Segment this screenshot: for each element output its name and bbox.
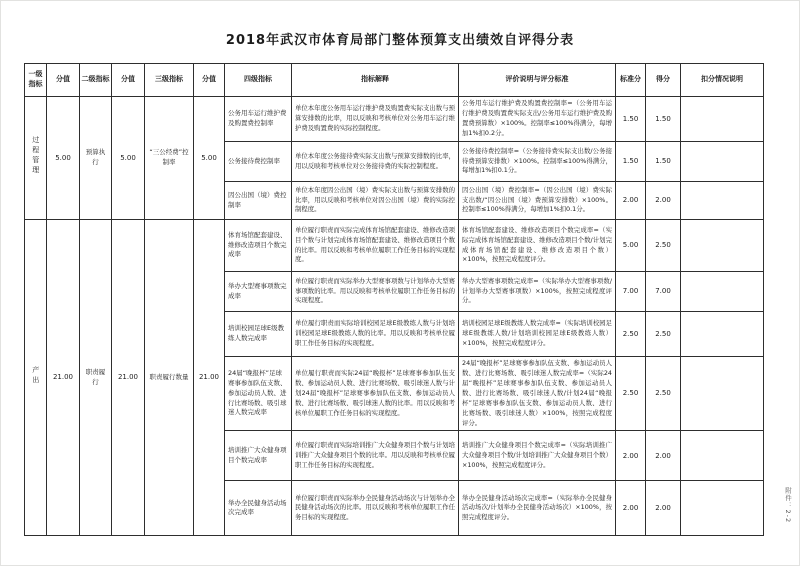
deduction-note (681, 220, 764, 272)
level1-score: 21.00 (47, 220, 80, 536)
scoring-criteria: 培训推广大众健身项目个数完成率=（实际培训推广大众健身项目个数/计划培训推广大众健身项目个数）×100%，按照完成程度评分。 (459, 431, 616, 481)
page-title: 2018年武汉市体育局部门整体预算支出绩效自评得分表 (225, 33, 575, 48)
obtained-score: 1.50 (646, 97, 681, 142)
obtained-score: 1.50 (646, 142, 681, 182)
level4-indicator: 体育场馆配套建设、维修改造项目个数完成率 (225, 220, 292, 272)
level4-indicator: 举办全民健身活动场次完成率 (225, 481, 292, 536)
level4-indicator: 公务用车运行维护费及购置费控制率 (225, 97, 292, 142)
scoring-criteria: 培训校园足球E级教练人数完成率=（实际培训校园足球E级教练人数/计划培训校园足球E级教练人数）×100%，按照完成程度评分。 (459, 312, 616, 357)
level4-indicator: 因公出国（境）费控制率 (225, 182, 292, 220)
obtained-score: 2.50 (646, 220, 681, 272)
indicator-explanation: 单位本年度因公出国（境）费实际支出数与预算安排数的比率，用以反映和考核单位对因公出国（境）费的实际控制程度。 (292, 182, 459, 220)
standard-score: 7.00 (616, 272, 646, 312)
header-score-3: 分值 (194, 64, 225, 97)
header-scoring-criteria: 评价说明与评分标准 (459, 64, 616, 97)
level3-indicator: “三公经费”控制率 (145, 97, 194, 220)
obtained-score: 2.00 (646, 431, 681, 481)
obtained-score: 7.00 (646, 272, 681, 312)
indicator-explanation: 单位本年度公务接待费实际支出数与预算安排数的比率，用以反映和考核单位对公务接待费的实际控制程度。 (292, 142, 459, 182)
header-level1-indicator: 一级指标 (25, 64, 47, 97)
standard-score: 1.50 (616, 97, 646, 142)
level1-indicator: 产出 (25, 220, 47, 536)
standard-score: 2.00 (616, 481, 646, 536)
attachment-side-note: 附件：2-2 (784, 486, 792, 523)
level3-score: 21.00 (194, 220, 225, 536)
header-score-2: 分值 (112, 64, 145, 97)
scoring-criteria: 公务接待费控制率=（公务接待费实际支出数/公务接待费预算安排数）×100%。控制率≤100%得满分，每增加1%扣0.1分。 (459, 142, 616, 182)
score-table (24, 63, 764, 536)
level4-indicator: 培训推广大众健身项目个数完成率 (225, 431, 292, 481)
indicator-explanation: 单位履行职责而实际举办全民健身活动场次与计划举办全民健身活动场次的比率。用以反映和考核单位履职工作任务目标的实现程度。 (292, 481, 459, 536)
deduction-note (681, 312, 764, 357)
level4-indicator: 举办大型赛事项数完成率 (225, 272, 292, 312)
indicator-explanation: 单位本年度公务用车运行维护费及购置费实际支出数与预算安排数的比率，用以反映和考核单位对公务用车运行维护费及购置费的实际控制程度。 (292, 97, 459, 142)
header-level2-indicator: 二级指标 (80, 64, 112, 97)
header-score-1: 分值 (47, 64, 80, 97)
deduction-note (681, 182, 764, 220)
standard-score: 1.50 (616, 142, 646, 182)
table-body (25, 97, 764, 536)
obtained-score: 2.50 (646, 312, 681, 357)
deduction-note (681, 97, 764, 142)
table-row (25, 97, 764, 142)
deduction-note (681, 431, 764, 481)
standard-score: 2.00 (616, 182, 646, 220)
indicator-explanation: 单位履行职责而实际培训校园足球E级教练人数与计划培训校园足球E级教练人数的比率。用以反映和考核单位履职工作任务目标的实现程度。 (292, 312, 459, 357)
scoring-criteria: 因公出国（境）费控制率=（因公出国（境）费实际支出数/“因公出国（境）费预算安排数）×100%。控制率≤100%得满分，每增加1%扣0.1分。 (459, 182, 616, 220)
level2-indicator: 职责履行 (80, 220, 112, 536)
deduction-note (681, 357, 764, 431)
standard-score: 2.50 (616, 312, 646, 357)
scoring-criteria: 24届“晚报杯”足球赛事参加队伍支数、参加运动员人数、进行比赛场数、吸引球迷人数完成率=（实际24届“晚报杯”足球赛事参加队伍支数、参加运动员人数、进行比赛场数、吸引球迷人数/计划24届“晚报杯”足球赛事参加队伍支数、参加运动员人数、进行比赛场数、吸引球迷人数）×100%，按照完成程度评分。 (459, 357, 616, 431)
standard-score: 5.00 (616, 220, 646, 272)
deduction-note (681, 272, 764, 312)
header-obtained-score: 得分 (646, 64, 681, 97)
header-indicator-explanation: 指标解释 (292, 64, 459, 97)
level3-indicator: 职责履行数量 (145, 220, 194, 536)
level4-indicator: 24届“晚报杯”足球赛事参加队伍支数、参加运动员人数、进行比赛场数、吸引球迷人数完成率 (225, 357, 292, 431)
level2-indicator: 预算执行 (80, 97, 112, 220)
level4-indicator: 公务接待费控制率 (225, 142, 292, 182)
level1-score: 5.00 (47, 97, 80, 220)
header-level4-indicator: 四级指标 (225, 64, 292, 97)
standard-score: 2.00 (616, 431, 646, 481)
scoring-criteria: 举办全民健身活动场次完成率=（实际举办全民健身活动场次/计划举办全民健身活动场次）×100%，按照完成程度评分。 (459, 481, 616, 536)
level2-score: 21.00 (112, 220, 145, 536)
indicator-explanation: 单位履行职责而实际培训推广大众健身项目个数与计划培训推广大众健身项目个数的比率。用以反映和考核单位履职工作任务目标的实现程度。 (292, 431, 459, 481)
obtained-score: 2.00 (646, 481, 681, 536)
header-deduction-note: 扣分情况说明 (681, 64, 764, 97)
level1-indicator: 过程管理 (25, 97, 47, 220)
scoring-criteria: 公务用车运行维护费及购置费控制率=（公务用车运行维护费及购置费实际支出/公务用车运行维护费及购置费预算数）×100%。控制率≤100%得满分，每增加1%扣0.2分。 (459, 97, 616, 142)
obtained-score: 2.00 (646, 182, 681, 220)
scoring-criteria: 体育场馆配套建设、维修改造项目个数完成率=（实际完成体育场馆配套建设、维修改造项目个数/计划完成体育场馆配套建设、维修改造项目个数）×100%，按照完成程度评分。 (459, 220, 616, 272)
indicator-explanation: 单位履行职责而实际举办大型赛事项数与计划举办大型赛事项数的比率。用以反映和考核单位履职工作任务目标的实现程度。 (292, 272, 459, 312)
standard-score: 2.50 (616, 357, 646, 431)
table-row (25, 220, 764, 272)
deduction-note (681, 481, 764, 536)
header-standard-score: 标准分 (616, 64, 646, 97)
header-level3-indicator: 三级指标 (145, 64, 194, 97)
header-row (25, 64, 764, 97)
indicator-explanation: 单位履行职责而实际24届“晚报杯”足球赛事参加队伍支数、参加运动员人数、进行比赛场数、吸引球迷人数与计划24届“晚报杯”足球赛事参加队伍支数、参加运动员人数、进行比赛场数、吸引球迷人数的比率。用以反映和考核单位履职工作任务目标的实现程度。 (292, 357, 459, 431)
deduction-note (681, 142, 764, 182)
obtained-score: 2.50 (646, 357, 681, 431)
level3-score: 5.00 (194, 97, 225, 220)
scoring-criteria: 举办大型赛事项数完成率=（实际举办大型赛事项数/计划举办大型赛事项数）×100%，按照完成程度评分。 (459, 272, 616, 312)
indicator-explanation: 单位履行职责而实际完成体育场馆配套建设、维修改造项目个数与计划完成体育场馆配套建设、维修改造项目个数的比率。用以反映和考核单位履职工作任务目标的实现程度。 (292, 220, 459, 272)
level4-indicator: 培训校园足球E级教练人数完成率 (225, 312, 292, 357)
level2-score: 5.00 (112, 97, 145, 220)
